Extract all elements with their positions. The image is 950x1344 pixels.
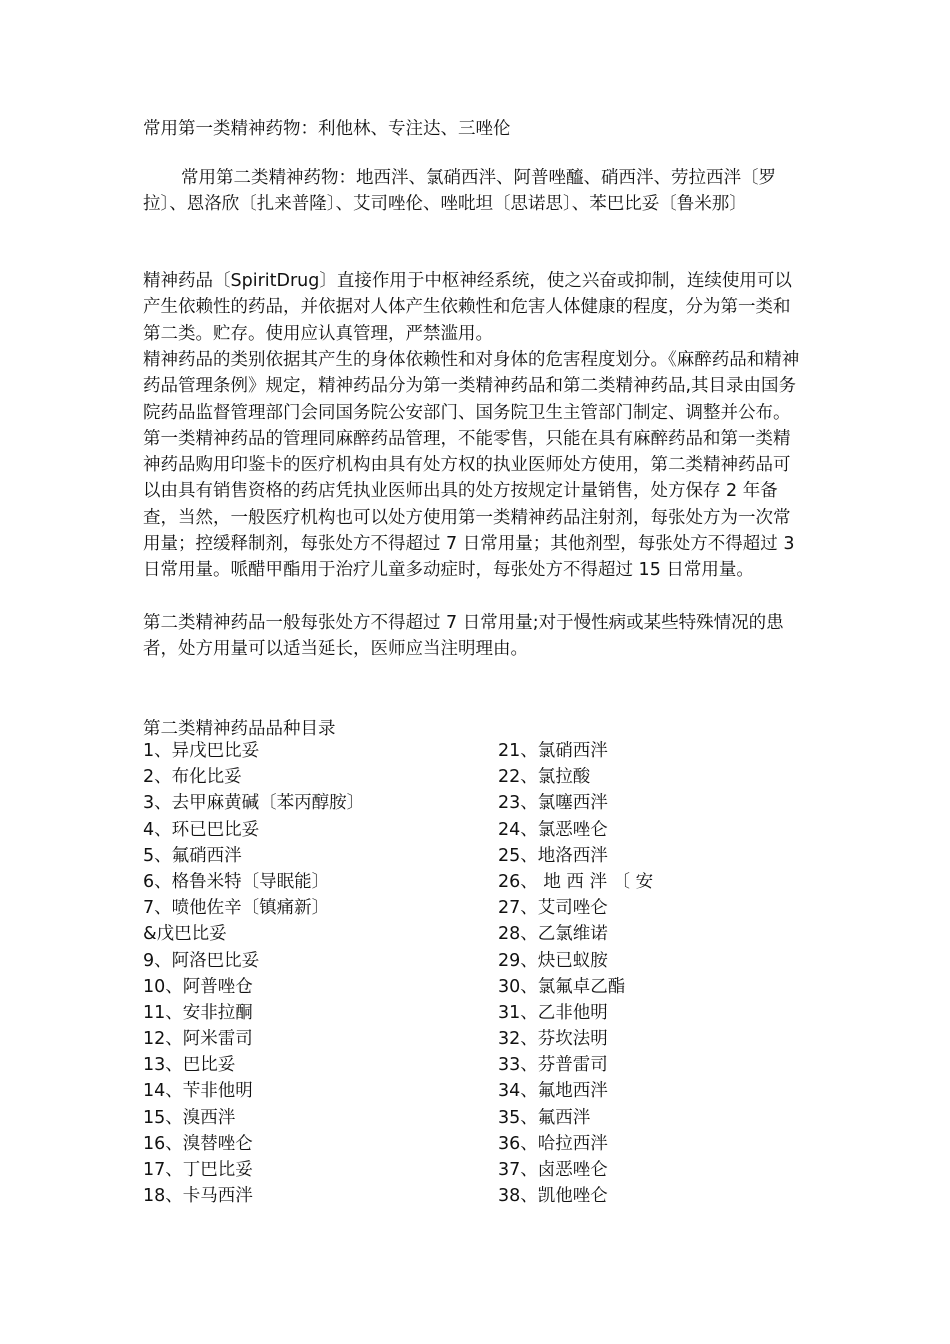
list-item: 32、芬坎法明 (498, 1029, 608, 1050)
list-item: 24、氯恶唑仑 (498, 819, 608, 840)
list-item: 7、喷他佐辛〔镇痛新〕 (143, 898, 330, 919)
list-item: 18、卡马西泮 (143, 1186, 253, 1207)
list-item: 15、溴西泮 (143, 1107, 236, 1128)
list-item: 5、氟硝西泮 (143, 845, 242, 866)
list-item: 4、环已巴比妥 (143, 819, 260, 840)
list-item: 30、氯氟卓乙酯 (498, 976, 626, 997)
list-item: 2、布化比妥 (143, 767, 242, 788)
list-item: 22、氯拉酸 (498, 767, 591, 788)
drug-list-left-column (143, 738, 364, 1209)
list-item: 31、乙非他明 (498, 1002, 608, 1023)
list-item: 11、安非拉酮 (143, 1002, 253, 1023)
list-item: 26、 地 西 泮 〔 安 (498, 871, 654, 892)
paragraph-second-class-drugs: 常用第二类精神药物：地西泮、氯硝西泮、阿普唑醯、硝西泮、劳拉西泮〔罗拉〕、恩洛欣〔扎来普隆〕、艾司唑伦、唑吡坦〔思诺思〕、苯巴比妥〔鲁米那〕 (143, 168, 776, 214)
list-item: 13、巴比妥 (143, 1055, 236, 1076)
paragraph-classification: 精神药品的类别依据其产生的身体依赖性和对身体的危害程度划分。《麻醉药品和精神药品管理条例》规定，精神药品分为第一类精神药品和第二类精神药品,其目录由国务院药品监督管理部门会同国务院公安部门、国务院卫生主管部门制定、调整并公布。第一类精神药品的管理同麻醉药品管理，不能零售，只能在具有麻醉药品和第一类精神药品购用印鉴卡的医疗机构由具有处方权的执业医师处方使用，第二类精神药品可以由具有销售资格的药店凭执业医师出具的处方按规定计量销售，处方保存 2 年备查，当然，一般医疗机构也可以处方使用第一类精神药品注射剂，每张处方为一次常用量；控缓释制剂，每张处方不得超过 7 日常用量；其他剂型，每张处方不得超过 3 日常用量。哌醋甲酯用于治疗儿童多动症时，每张处方不得超过 15 日常用量。 (143, 350, 800, 581)
list-item: 25、地洛西泮 (498, 845, 608, 866)
list-item: 23、氯噻西泮 (498, 793, 608, 814)
paragraph-first-class-drugs: 常用第一类精神药物：利他林、专注达、三唑伦 (143, 119, 511, 139)
list-item: 12、阿米雷司 (143, 1029, 253, 1050)
list-item: 36、哈拉西泮 (498, 1133, 608, 1154)
list-item: 27、艾司唑仑 (498, 898, 608, 919)
list-item: 21、氯硝西泮 (498, 741, 608, 761)
list-item: 17、丁巴比妥 (143, 1160, 253, 1180)
paragraph-definition: 精神药品〔SpiritDrug〕直接作用于中枢神经系统，使之兴奋或抑制，连续使用可以产生依赖性的药品，并依据对人体产生依赖性和危害人体健康的程度，分为第一类和第二类。贮存。使用应认真管理，严禁滥用。 (143, 271, 792, 344)
list-item: 33、芬普雷司 (498, 1055, 608, 1076)
drug-list-right-column (498, 738, 653, 1209)
list-item: 37、卤恶唑仑 (498, 1160, 608, 1180)
list-title: 第二类精神药品品种目录 (143, 719, 336, 739)
list-item: 9、阿洛巴比妥 (143, 950, 260, 971)
list-item: 6、格鲁米特〔导眠能〕 (143, 871, 330, 892)
list-item: 28、乙氯维诺 (498, 924, 608, 945)
list-item: 38、凯他唑仑 (498, 1186, 608, 1207)
list-item: 10、阿普唑仓 (143, 976, 253, 997)
list-item: 3、去甲麻黄碱〔苯丙醇胺〕 (143, 793, 365, 814)
list-item: 16、溴替唑仑 (143, 1133, 253, 1154)
list-item: 29、炔已蚁胺 (498, 950, 608, 971)
paragraph-second-class-prescription: 第二类精神药品一般每张处方不得超过 7 日常用量;对于慢性病或某些特殊情况的患者，处方用量可以适当延长，医师应当注明理由。 (143, 613, 784, 660)
list-item: &戊巴比妥 (143, 924, 227, 945)
list-item: 34、氟地西泮 (498, 1081, 608, 1102)
list-item: 14、苄非他明 (143, 1081, 253, 1102)
list-item: 35、氟西泮 (498, 1107, 591, 1128)
list-item: 1、异戊巴比妥 (143, 741, 260, 761)
